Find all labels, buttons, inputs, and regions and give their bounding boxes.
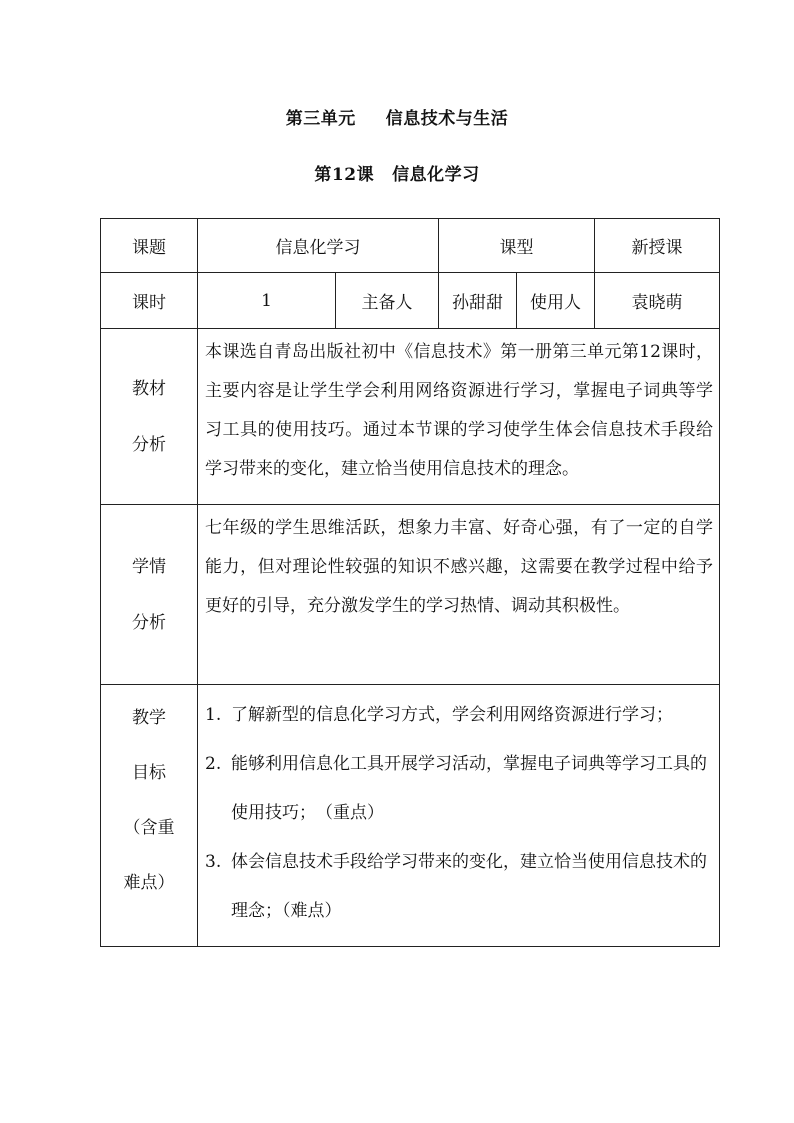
- goal-item: [205, 740, 715, 838]
- materials-label-line2: 分析: [132, 434, 166, 455]
- goal-text: 能够利用信息化工具开展学习活动，掌握电子词典等学习工具的使用技巧； （重点）: [231, 754, 707, 823]
- unit-title: [0, 104, 794, 129]
- table-row-topic: [101, 219, 720, 273]
- students-text: 七年级的学生思维活跃，想象力丰富、好奇心强，有了一定的自学能力，但对理论性较强的知识不感兴趣，这需要在教学过程中给予更好的引导，充分激发学生的学习热情、调动其积极性。: [198, 505, 720, 685]
- table-row-materials: [101, 329, 720, 505]
- students-label-line2: 分析: [132, 612, 166, 633]
- lesson-type-label: 课型: [439, 219, 595, 273]
- table-row-students: [101, 505, 720, 685]
- goals-label: [101, 685, 198, 947]
- table-row-goals: [101, 685, 720, 947]
- lesson-title: [0, 160, 794, 185]
- goals-label-line4: 难点）: [123, 873, 175, 893]
- user-label: 使用人: [517, 273, 595, 329]
- lesson-plan-table: [100, 218, 720, 947]
- topic-value: 信息化学习: [198, 219, 439, 273]
- goal-text: 了解新型的信息化学习方式，学会利用网络资源进行学习；: [231, 705, 673, 725]
- hours-label: 课时: [101, 273, 198, 329]
- goal-item: [205, 838, 715, 936]
- preparer-value: 孙甜甜: [439, 273, 517, 329]
- materials-label-line1: 教材: [132, 378, 166, 399]
- students-label-line1: 学情: [132, 556, 166, 577]
- goal-number: 1.: [205, 705, 222, 725]
- goal-text: 体会信息技术手段给学习带来的变化，建立恰当使用信息技术的理念；（难点）: [231, 852, 707, 921]
- lesson-type-value: 新授课: [595, 219, 720, 273]
- goal-number: 2.: [205, 754, 222, 774]
- goal-number: 3.: [205, 852, 222, 872]
- goals-label-line3: （含重: [123, 818, 175, 838]
- lesson-topic: 信息化学习: [392, 165, 480, 185]
- students-label: [101, 505, 198, 685]
- goal-item: [205, 691, 715, 740]
- hours-value: 1: [198, 273, 336, 329]
- unit-label: 第三单元: [285, 109, 356, 129]
- topic-label: 课题: [101, 219, 198, 273]
- materials-label: [101, 329, 198, 505]
- materials-text: 本课选自青岛出版社初中《信息技术》第一册第三单元第12课时，主要内容是让学生学会利用网络资源进行学习，掌握电子词典等学习工具的使用技巧。通过本节课的学习使学生体会信息技术手段给学习带来的变化，建立恰当使用信息技术的理念。: [198, 329, 720, 505]
- user-value: 袁晓萌: [595, 273, 720, 329]
- unit-topic: 信息技术与生活: [385, 109, 509, 129]
- goals-list: [198, 685, 720, 947]
- lesson-label: 第12课: [314, 165, 375, 185]
- goals-label-line2: 目标: [132, 763, 166, 783]
- table-row-hours: [101, 273, 720, 329]
- goals-label-line1: 教学: [132, 708, 166, 728]
- preparer-label: 主备人: [336, 273, 439, 329]
